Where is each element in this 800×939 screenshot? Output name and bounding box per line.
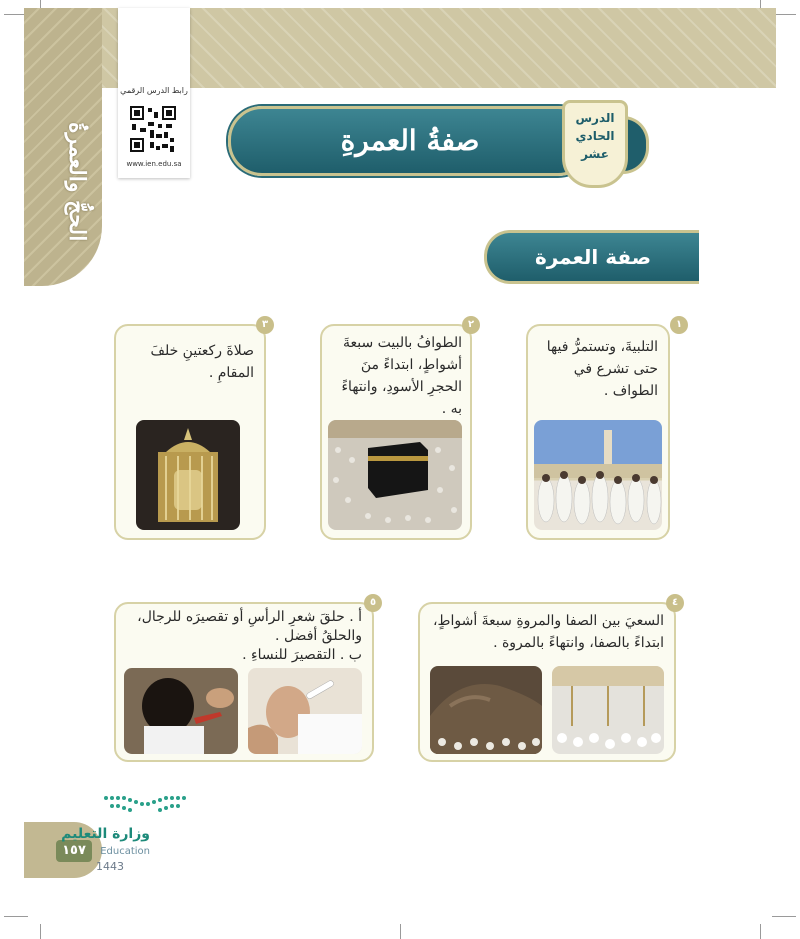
lesson-number-badge <box>562 100 628 188</box>
pilgrims-ihram-photo <box>534 420 662 530</box>
crop-mark <box>400 924 401 939</box>
step-text: السعيَ بين الصفا والمروةِ سبعةَ أشواطٍ، ابتداءً بالصفا، وانتهاءً بالمروة . <box>433 613 664 651</box>
qr-card[interactable] <box>118 8 190 178</box>
step-number-badge: ٣ <box>256 316 274 334</box>
page-number: ١٥٧ <box>56 840 92 862</box>
masa-corridor-photo <box>552 666 664 754</box>
crop-mark <box>760 924 761 939</box>
crop-mark <box>40 0 41 8</box>
ministry-name-en: Education <box>100 846 150 857</box>
kaaba-tawaf-photo <box>328 420 462 530</box>
lesson-title: صفةُ العمرةِ <box>340 124 480 157</box>
safa-hill-photo <box>430 666 542 754</box>
section-heading: صفة العمرة <box>534 245 652 269</box>
step-card-3 <box>114 319 269 540</box>
lesson-title-banner <box>228 106 592 176</box>
step-text: صلاةَ ركعتينِ خلفَ المقامِ . <box>150 343 254 381</box>
unit-side-title: الحجُّ والعمرةُ <box>64 122 90 242</box>
lesson-badge-line: الدرس <box>575 111 615 125</box>
step-text: التلبيةَ، وتستمرُّ فيها حتى تشرع في الطواف . <box>546 339 658 399</box>
step-text-a: أ . حلقَ شعرِ الرأسِ أو تقصيرَه للرجال، والحلقُ أفضل . <box>137 609 362 644</box>
step-card-5 <box>114 597 377 762</box>
step-number-badge: ٤ <box>666 594 684 612</box>
crop-mark <box>760 0 761 8</box>
qr-url[interactable]: www.ien.edu.sa <box>126 160 182 168</box>
lesson-badge-line: الحادي <box>575 129 615 143</box>
step-number-badge: ٢ <box>462 316 480 334</box>
maqam-ibrahim-photo <box>136 420 240 530</box>
step-card-2 <box>320 319 475 540</box>
ministry-logo-icon <box>100 792 190 820</box>
lesson-number-text <box>565 109 625 163</box>
ministry-year: 1443 <box>96 860 124 873</box>
step-card-4 <box>418 597 679 762</box>
head-shaving-photo <box>248 668 362 754</box>
crop-mark <box>4 916 28 917</box>
step-text-b: ب . التقصيرَ للنساءِ . <box>242 647 362 663</box>
crop-mark <box>772 916 796 917</box>
qr-code-icon[interactable] <box>128 104 178 154</box>
step-number-badge: ١ <box>670 316 688 334</box>
qr-label: رابط الدرس الرقمي <box>120 86 188 95</box>
lesson-badge-line: عشر <box>581 147 609 161</box>
section-heading-banner <box>484 230 699 284</box>
step-number-badge: ٥ <box>364 594 382 612</box>
hair-trimming-photo <box>124 668 238 754</box>
step-text: الطوافُ بالبيت سبعةَ أشواطٍ، ابتداءً منَ الحجرِ الأسودِ، وانتهاءً به . <box>341 335 462 417</box>
crop-mark <box>40 924 41 939</box>
ministry-name: وزارة التعليم <box>61 826 150 842</box>
step-card-1 <box>526 319 683 540</box>
